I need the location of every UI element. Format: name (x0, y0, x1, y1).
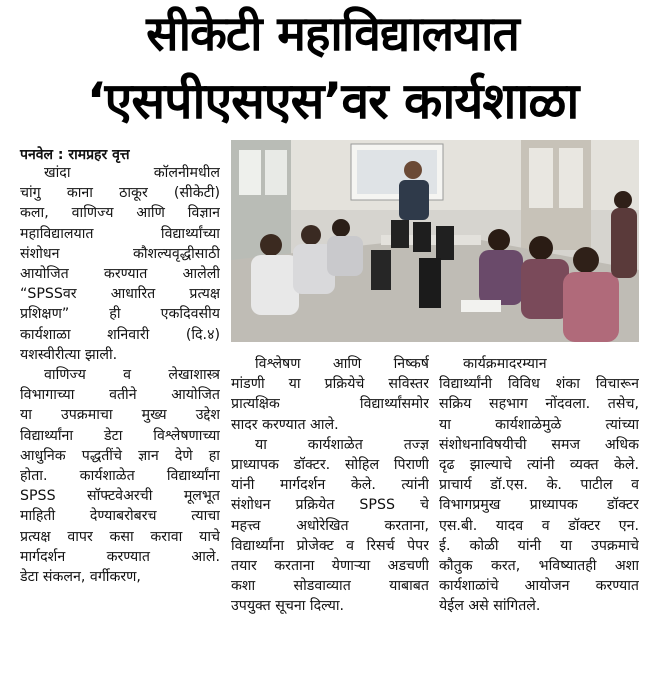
headline-line-1: सीकेटी महाविद्यालयात (146, 6, 519, 62)
article-line: कौतुक करत, भविष्यातही अशा (439, 558, 639, 575)
article-line: कार्यशाळांचे आयोजन करण्यात (439, 578, 639, 595)
article-column-3 (439, 354, 639, 617)
article-line: प्रत्यक्ष वापर कसा करावा याचे (20, 528, 220, 545)
article-line: या कार्यशाळेमुळे त्यांच्या (439, 416, 639, 433)
article-line: विद्यार्थ्यांना डेटा विश्लेषणाच्या (20, 427, 220, 444)
article-line: सादर करण्यात आले. (231, 416, 339, 433)
article-line: आधुनिक पद्धतींचे ज्ञान देणे हा (20, 447, 220, 464)
article-line: माहिती देण्याबरोबरच त्याचा (20, 508, 220, 525)
workshop-photo (231, 140, 639, 342)
article-line: संशोधन प्रक्रियेत SPSS चे (231, 497, 429, 514)
article-line: कार्यशाळा शनिवारी (दि.४) (20, 326, 220, 343)
article-line: एस.बी. यादव व डॉक्टर एन. (439, 517, 639, 534)
article-line: दृढ झाल्याचे त्यांनी व्यक्त केले. (439, 457, 639, 474)
article-line: प्राचार्य डॉ.एस. के. पाटील व (439, 477, 639, 494)
article-line: ई. कोळी यांनी या उपक्रमाचे (439, 537, 639, 554)
article-column-2 (231, 354, 429, 617)
article-line: SPSS सॉफ्टवेअरची मूलभूत (20, 488, 220, 505)
headline-line-2: ‘एसपीएसएस’वर कार्यशाळा (86, 72, 579, 130)
article-line: विभागाच्या वतीने आयोजित (20, 387, 220, 404)
article-line: संशोधनाविषयीची समज अधिक (439, 436, 639, 453)
article-line: प्रशिक्षण” ही एकदिवसीय (20, 306, 220, 323)
article-line: खांदा कॉलनीमधील (44, 165, 220, 181)
article-line: यशस्वीरीत्या झाली. (20, 346, 118, 363)
article-line: चांगु काना ठाकूर (सीकेटी) (20, 185, 220, 202)
article-line: उपयुक्त सूचना दिल्या. (231, 598, 345, 615)
article-line: “SPSSवर आधारित प्रत्यक्ष (20, 286, 220, 303)
article-line: कला, वाणिज्य आणि विज्ञान (20, 205, 220, 222)
article-line: होता. कार्यशाळेत विद्यार्थ्यांना (20, 468, 220, 485)
article-line: सक्रिय सहभाग नोंदवला. तसेच, (439, 396, 639, 413)
byline: पनवेल : रामप्रहर वृत्त (20, 147, 130, 163)
article-column-1 (20, 163, 220, 587)
article-line: मार्गदर्शन करण्यात आले. (20, 548, 220, 565)
article-line: तयार करताना येणाऱ्या अडचणी (231, 558, 429, 575)
article-line: विद्यार्थ्यांनी विविध शंका विचारून (439, 376, 639, 393)
article-line: प्राध्यापक डॉक्टर. सोहिल पिराणी (231, 457, 429, 474)
article-line: विश्लेषण आणि निष्कर्ष (255, 356, 429, 372)
article-line: या कार्यशाळेत तज्ज्ञ (255, 436, 429, 453)
article-line: कशा सोडवाव्यात याबाबत (231, 578, 429, 595)
article-line: कार्यक्रमादरम्यान (463, 356, 547, 372)
article-line: या उपक्रमाचा मुख्य उद्देश (20, 407, 220, 424)
article-line: येईल असे सांगितले. (439, 598, 541, 615)
article-line: विद्यार्थ्यांना प्रोजेक्ट व रिसर्च पेपर (231, 537, 429, 554)
article-line: मांडणी या प्रक्रियेचे सविस्तर (231, 376, 429, 393)
article-line: विभागप्रमुख प्राध्यापक डॉक्टर (439, 497, 639, 514)
article-line: डेटा संकलन, वर्गीकरण, (20, 569, 141, 586)
article-line: आयोजित करण्यात आलेली (20, 266, 220, 283)
article-line: यांनी मार्गदर्शन केले. त्यांनी (231, 477, 429, 494)
article-line: संशोधन कौशल्यवृद्धीसाठी (20, 245, 220, 262)
article-line: वाणिज्य व लेखाशास्त्र (44, 367, 220, 384)
article-line: प्रात्यक्षिक विद्यार्थ्यांसमोर (231, 396, 429, 413)
article-line: महाविद्यालयात विद्यार्थ्यांच्या (20, 225, 220, 242)
article-line: महत्त्व अधोरेखित करताना, (231, 517, 429, 534)
